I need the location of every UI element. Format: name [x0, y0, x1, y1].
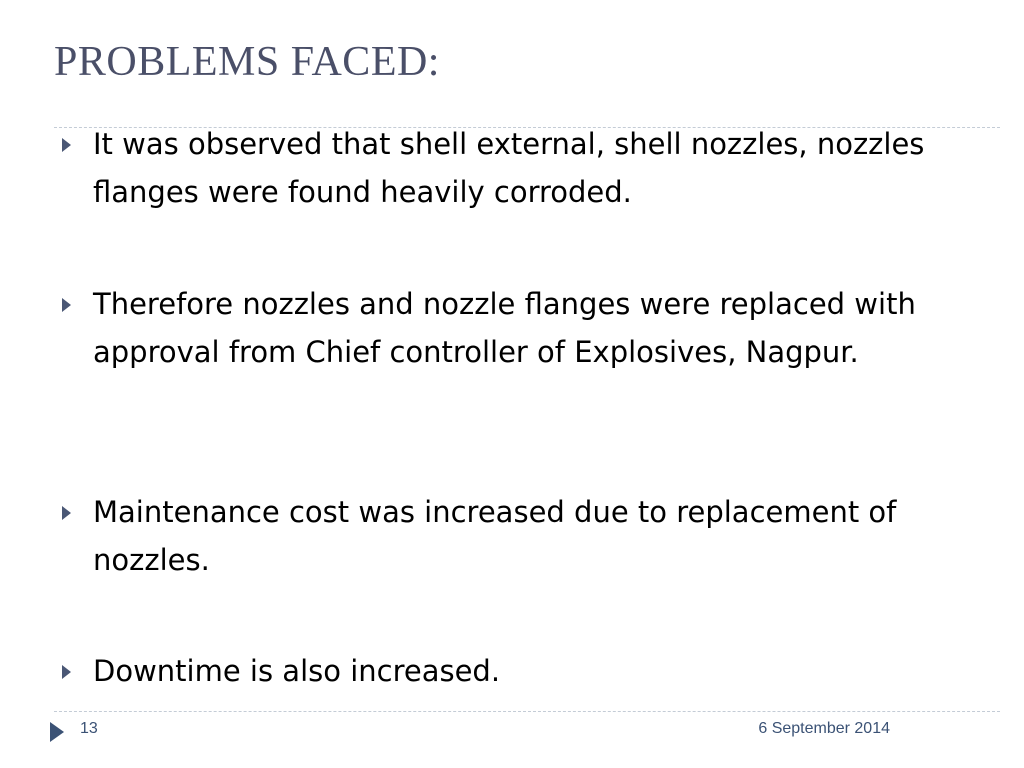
triangle-right-icon — [62, 506, 71, 520]
slide-title: PROBLEMS FACED: — [54, 39, 440, 85]
page-number: 13 — [80, 720, 98, 737]
triangle-right-icon — [50, 722, 64, 742]
footer-divider — [54, 711, 1000, 712]
triangle-right-icon — [62, 138, 71, 152]
footer-date: 6 September 2014 — [758, 720, 890, 737]
triangle-right-icon — [62, 298, 71, 312]
bullet-text: It was observed that shell external, shell nozzles, nozzles flanges were found heavily corroded. — [93, 127, 925, 209]
bullet-text: Therefore nozzles and nozzle flanges were replaced with approval from Chief controller of Explosives, Nagpur. — [93, 287, 916, 369]
bullet-text: Downtime is also increased. — [93, 654, 501, 688]
bullet-text: Maintenance cost was increased due to replacement of nozzles. — [93, 495, 897, 577]
triangle-right-icon — [62, 665, 71, 679]
